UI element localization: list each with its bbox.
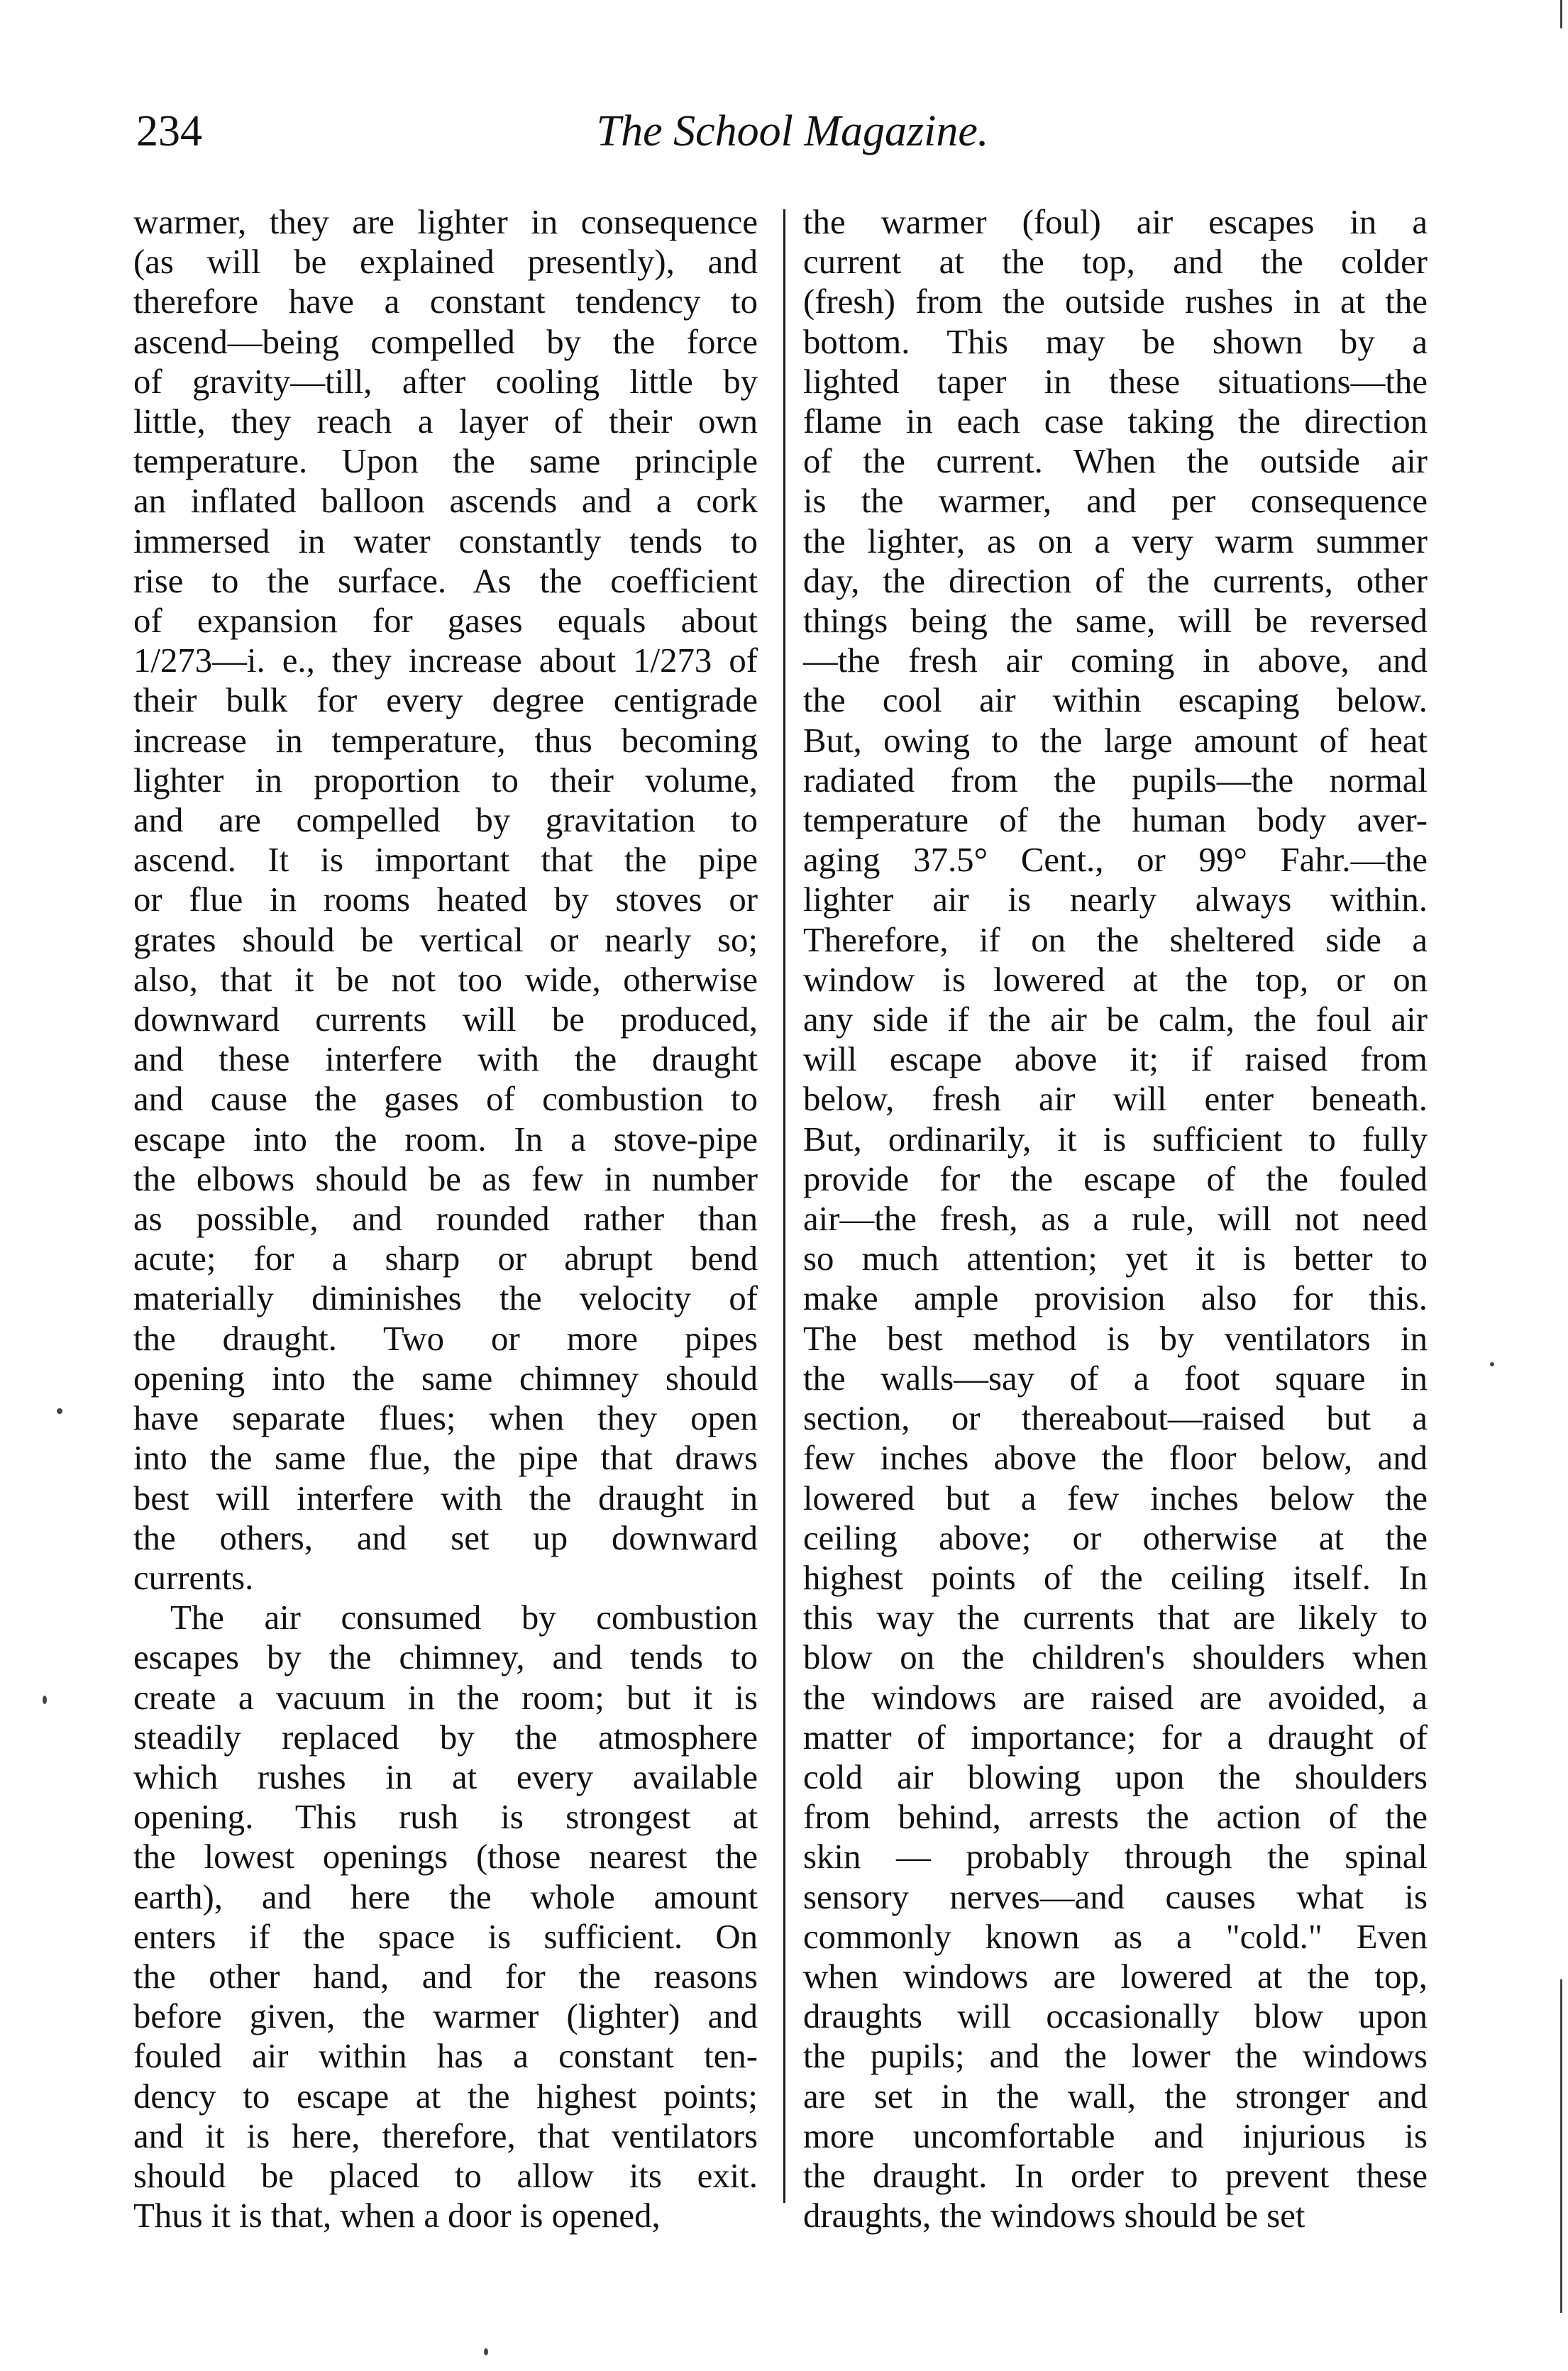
text-line: an inflated balloon ascends and a cork [133,482,758,521]
text-line: the cool air within escaping below. [803,681,1428,720]
text-line: cold air blowing upon the shoulders [803,1757,1428,1796]
text-line: more uncomfortable and injurious is [803,2116,1428,2155]
text-line: create a vacuum in the room; but it is [133,1678,758,1717]
text-line: immersed in water constantly tends to [133,521,758,560]
text-line: are set in the wall, the stronger and [803,2077,1428,2116]
text-line: lighted taper in these situations—the [803,362,1428,401]
text-line: opening into the same chimney should [133,1359,758,1398]
text-line: section, or thereabout—raised but a [803,1399,1428,1438]
page-number: 234 [136,107,202,155]
text-line: opening. This rush is strongest at [133,1798,758,1837]
text-line: currents. [133,1558,254,1597]
text-line: skin — probably through the spinal [803,1837,1428,1877]
text-line: highest points of the ceiling itself. In [803,1558,1428,1597]
scan-edge-mark [1560,0,1562,28]
text-line: few inches above the floor below, and [803,1439,1428,1478]
text-line: commonly known as a "cold." Even [803,1917,1428,1956]
text-line: before given, the warmer (lighter) and [133,1997,758,2036]
text-line: fouled air within has a constant ten- [133,2037,758,2076]
text-line: draughts will occasionally blow upon [803,1997,1428,2036]
text-line: below, fresh air will enter beneath. [803,1080,1428,1119]
text-line: grates should be vertical or nearly so; [133,920,758,959]
text-line: little, they reach a layer of their own [133,402,758,441]
text-line: the others, and set up downward [133,1518,758,1557]
text-line: into the same flue, the pipe that draws [133,1439,758,1478]
page-header [136,106,1449,172]
text-line: from behind, arrests the action of the [803,1798,1428,1837]
scan-speck [43,1696,47,1704]
text-line: the windows are raised are avoided, a [803,1678,1428,1717]
running-title: The School Magazine. [596,107,989,155]
text-line: The best method is by ventilators in [803,1319,1428,1358]
text-line: acute; for a sharp or abrupt bend [133,1239,758,1278]
text-line: is the warmer, and per consequence [803,482,1428,521]
text-line: provide for the escape of the fouled [803,1159,1428,1198]
text-line: make ample provision also for this. [803,1279,1428,1318]
text-line: (fresh) from the outside rushes in at the [803,282,1428,321]
scan-edge-mark [1560,1979,1562,2313]
text-line: materially diminishes the velocity of [133,1279,758,1318]
text-line: rise to the surface. As the coefficient [133,561,758,600]
text-line: ascend. It is important that the pipe [133,841,758,880]
text-line: lowered but a few inches below the [803,1479,1428,1518]
text-line: radiated from the pupils—the normal [803,761,1428,800]
text-line: of gravity—till, after cooling little by [133,362,758,401]
text-line: Therefore, if on the sheltered side a [803,920,1428,959]
text-line: or flue in rooms heated by stoves or [133,880,758,919]
text-line: the lighter, as on a very warm summer [803,521,1428,560]
scan-speck [1490,1362,1494,1366]
text-line: the lowest openings (those nearest the [133,1837,758,1877]
text-line: The air consumed by combustion [170,1598,758,1637]
text-line: escapes by the chimney, and tends to [133,1638,758,1677]
text-line: the draught. In order to prevent these [803,2156,1428,2195]
text-line: and these interfere with the draught [133,1040,758,1079]
text-line: bottom. This may be shown by a [803,322,1428,361]
text-line: best will interfere with the draught in [133,1479,758,1518]
text-line: dency to escape at the highest points; [133,2077,758,2116]
text-line: this way the currents that are likely to [803,1598,1428,1637]
text-line: of expansion for gases equals about [133,602,758,641]
text-line: the pupils; and the lower the windows [803,2037,1428,2076]
text-line: the warmer (foul) air escapes in a [803,203,1428,241]
text-line: window is lowered at the top, or on [803,960,1428,999]
text-line: have separate flues; when they open [133,1399,758,1438]
text-line: day, the direction of the currents, other [803,561,1428,600]
text-line: sensory nerves—and causes what is [803,1877,1428,1916]
text-line: things being the same, will be reversed [803,602,1428,641]
text-line: downward currents will be produced, [133,1000,758,1039]
text-line: blow on the children's shoulders when [803,1638,1428,1677]
right-column [803,202,1428,2235]
text-line: steadily replaced by the atmosphere [133,1718,758,1757]
text-line: temperature of the human body aver- [803,801,1428,840]
text-line: when windows are lowered at the top, [803,1957,1428,1996]
text-line: as possible, and rounded rather than [133,1200,758,1239]
text-line: —the fresh air coming in above, and [803,641,1428,680]
text-line: But, ordinarily, it is sufficient to fully [803,1120,1428,1159]
text-line: air—the fresh, as a rule, will not need [803,1200,1428,1239]
text-line: Thus it is that, when a door is opened, [133,2196,661,2235]
text-line: (as will be explained presently), and [133,243,758,282]
text-line: should be placed to allow its exit. [133,2156,758,2195]
text-line: current at the top, and the colder [803,243,1428,282]
text-line: aging 37.5° Cent., or 99° Fahr.—the [803,841,1428,880]
text-line: will escape above it; if raised from [803,1040,1428,1079]
scan-speck [484,2348,488,2355]
text-line: and are compelled by gravitation to [133,801,758,840]
text-line: so much attention; yet it is better to [803,1239,1428,1278]
text-line: of the current. When the outside air [803,442,1428,481]
text-line: But, owing to the large amount of heat [803,721,1428,760]
text-line: 1/273—i. e., they increase about 1/273 of [133,641,758,680]
text-line: ascend—being compelled by the force [133,322,758,361]
text-line: also, that it be not too wide, otherwise [133,960,758,999]
text-line: any side if the air be calm, the foul air [803,1000,1428,1039]
text-line: ceiling above; or otherwise at the [803,1518,1428,1557]
text-line: lighter air is nearly always within. [803,880,1428,919]
left-column [133,202,758,2235]
text-line: lighter in proportion to their volume, [133,761,758,800]
text-line: escape into the room. In a stove-pipe [133,1120,758,1159]
text-line: and cause the gases of combustion to [133,1080,758,1119]
text-line: earth), and here the whole amount [133,1877,758,1916]
text-line: flame in each case taking the direction [803,402,1428,441]
text-line: and it is here, therefore, that ventilators [133,2116,758,2155]
text-line: the draught. Two or more pipes [133,1319,758,1358]
scan-speck [57,1408,62,1414]
text-line: warmer, they are lighter in consequence [133,203,758,241]
text-line: therefore have a constant tendency to [133,282,758,321]
text-line: draughts, the windows should be set [803,2196,1305,2235]
text-line: the other hand, and for the reasons [133,1957,758,1996]
text-line: which rushes in at every available [133,1757,758,1796]
text-line: the walls—say of a foot square in [803,1359,1428,1398]
text-line: temperature. Upon the same principle [133,442,758,481]
text-line: matter of importance; for a draught of [803,1718,1428,1757]
text-line: enters if the space is sufficient. On [133,1917,758,1956]
text-line: increase in temperature, thus becoming [133,721,758,760]
text-line: their bulk for every degree centigrade [133,681,758,720]
text-line: the elbows should be as few in number [133,1159,758,1198]
column-divider [783,209,785,2203]
